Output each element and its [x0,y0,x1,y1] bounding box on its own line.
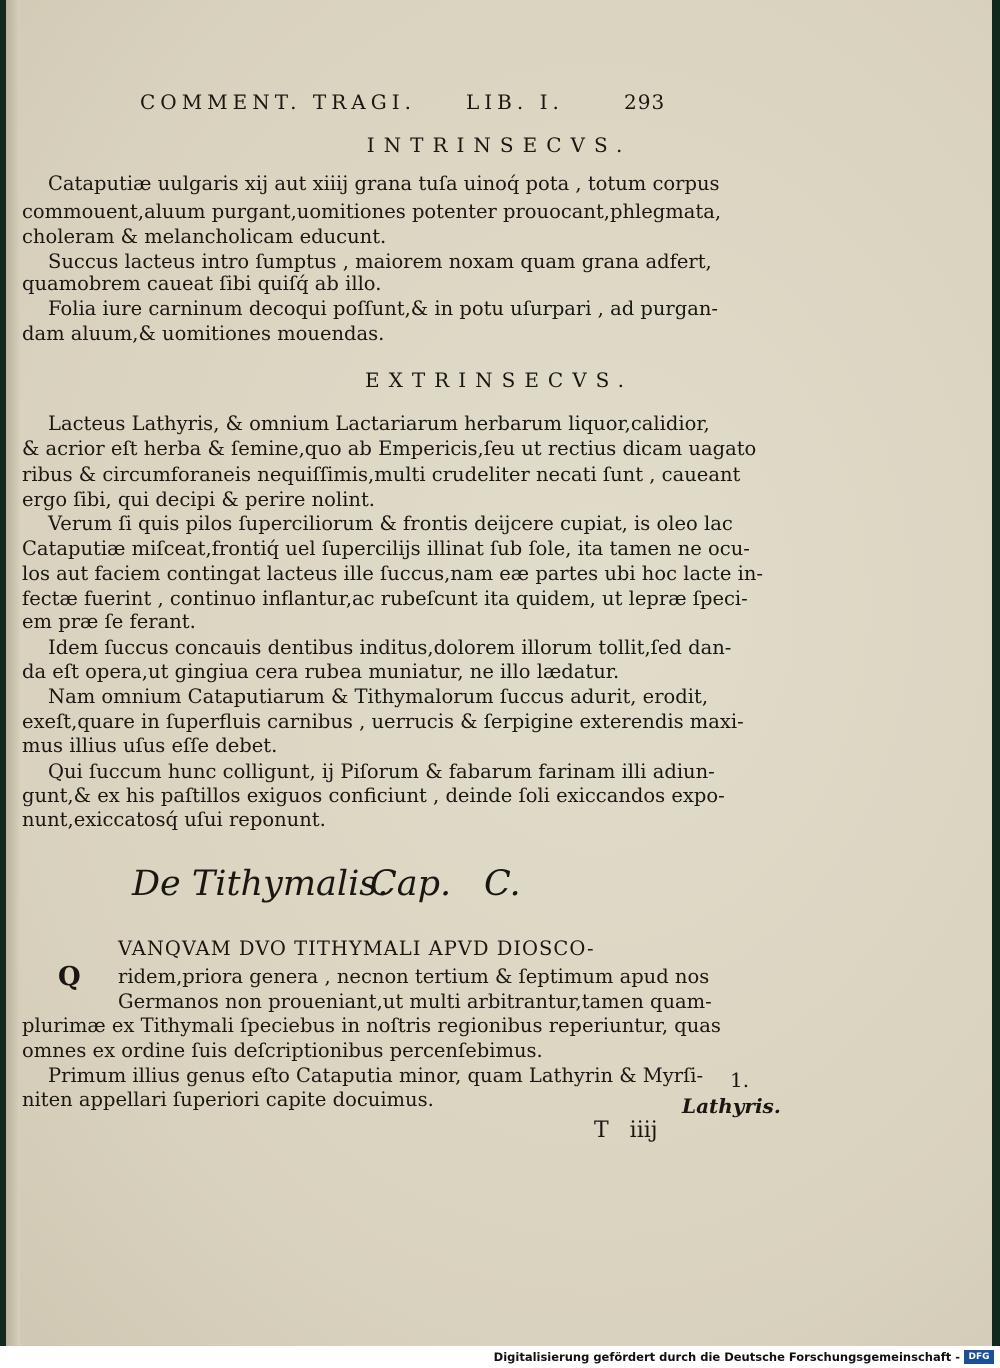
text-line-16: em præ ſe ferant. [22,610,196,633]
running-head-book: LIB. I. [466,90,564,114]
text-line-1: Cataputiæ uulgaris xij aut xiiij grana tuſa uinoq́ pota , totum corpus [48,172,720,195]
text-line-24: nunt,exiccatosq́ uſui reponunt. [22,808,326,831]
text-line-14: los aut faciem contingat lacteus ille ſuccus,nam eæ partes ubi hoc lacte in- [22,562,763,585]
section-heading-text: EXTRINSECVS. [364,368,634,392]
drop-cap: Q [58,962,81,992]
signature-mark: T iiij [594,1118,658,1143]
chapter-line-3: Germanos non proueniant,ut multi arbitrantur,tamen quam- [118,990,712,1013]
text-line-7: dam aluum,& uomitiones mouendas. [22,322,385,345]
text-line-12: Verum ſi quis pilos ſuperciliorum & frontis deijcere cupiat, is oleo lac [48,512,733,535]
dfg-logo: DFG [964,1350,994,1364]
page-gutter-shadow [6,0,20,1346]
text-line-10: ribus & circumforaneis nequiſſimis,multi crudeliter necati ſunt , caueant [22,463,741,486]
margin-note-number: 1. [730,1068,750,1092]
section-heading-intrinsecus [6,133,992,157]
chapter-line-1: VANQVAM DVO TITHYMALI APVD DIOSCO- [118,937,595,960]
text-line-9: & acrior eſt herba & ſemine,quo ab Empericis,ſeu ut rectius dicam uagato [22,437,757,460]
chapter-line-7: niten appellari ſuperiori capite docuimus. [22,1088,434,1111]
text-line-3: choleram & melancholicam educunt. [22,225,387,248]
chapter-number: C. [484,864,521,904]
footer-bar [0,1346,1000,1368]
text-line-19: Nam omnium Cataputiarum & Tithymalorum ſuccus adurit, erodit, [48,685,709,708]
book-page [6,0,992,1346]
text-line-20: exeſt,quare in ſuperfluis carnibus , uerrucis & ſerpigine exterendis maxi- [22,710,744,733]
section-heading-text: INTRINSECVS. [366,133,632,157]
section-heading-extrinsecus [6,368,992,392]
chapter-line-5: omnes ex ordine ſuis deſcriptionibus percenſebimus. [22,1039,543,1062]
running-head-left: COMMENT. TRAGI. [140,90,416,114]
text-line-15: fectæ fuerint , continuo inflantur,ac rubeſcunt ita quidem, ut lepræ ſpeci- [22,587,748,610]
text-line-11: ergo ſibi, qui decipi & perire nolint. [22,488,375,511]
text-line-8: Lacteus Lathyris, & omnium Lactariarum herbarum liquor,calidior, [48,412,710,435]
footer-funding-text: Digitalisierung gefördert durch die Deutsche Forschungsgemeinschaft - [493,1350,960,1364]
text-line-6: Folia iure carninum decoqui poſſunt,& in potu uſurpari , ad purgan- [48,297,719,320]
text-line-18: da eſt opera,ut gingiua cera rubea muniatur, ne illo lædatur. [22,660,620,683]
margin-note-label: Lathyris. [682,1094,781,1118]
chapter-line-2: ridem,priora genera , necnon tertium & ſeptimum apud nos [118,965,710,988]
chapter-cap-label: Cap. [370,864,452,904]
chapter-title: De Tithymalis. [132,864,389,904]
chapter-line-6: Primum illius genus eſto Cataputia minor, quam Lathyrin & Myrſi- [48,1064,704,1087]
text-line-21: mus illius uſus eſſe debet. [22,734,278,757]
text-line-4: Succus lacteus intro ſumptus , maiorem noxam quam grana adfert, [48,250,712,273]
text-line-23: gunt,& ex his paſtillos exiguos conficiunt , deinde ſoli exiccandos expo- [22,784,725,807]
text-line-22: Qui ſuccum hunc colligunt, ij Piſorum & fabarum farinam illi adiun- [48,760,715,783]
text-line-5: quamobrem caueat ſibi quiſq́ ab illo. [22,272,382,295]
text-line-2: commouent,aluum purgant,uomitiones potenter prouocant,phlegmata, [22,200,722,223]
text-line-17: Idem ſuccus concauis dentibus inditus,dolorem illorum tollit,ſed dan- [48,636,732,659]
chapter-line-4: plurimæ ex Tithymali ſpeciebus in noſtris regionibus reperiuntur, quas [22,1014,721,1037]
page-number: 293 [624,90,666,114]
text-line-13: Cataputiæ miſceat,frontiq́ uel ſupercilijs illinat ſub ſole, ita tamen ne ocu- [22,537,750,560]
